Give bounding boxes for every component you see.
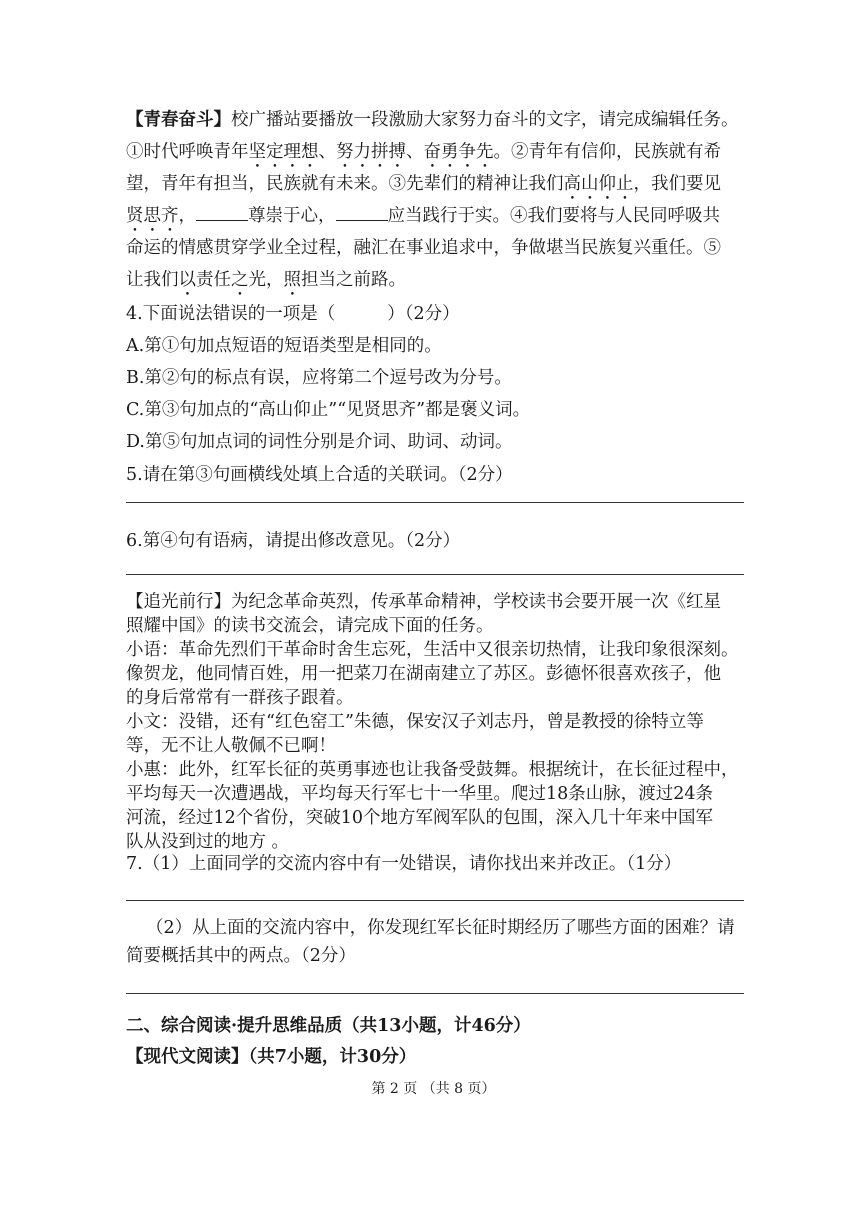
text: 让我们 <box>126 270 179 290</box>
q4-option-a: A.第①句加点短语的短语类型是相同的。 <box>126 336 442 356</box>
answer-line-q7-1[interactable] <box>126 900 744 901</box>
section-heading-qingchun: 【青春奋斗】 <box>126 110 231 130</box>
passage-line-5 <box>126 268 406 300</box>
section-3-title: 二、综合阅读·提升思维品质（共13小题，计46分） <box>126 1016 531 1036</box>
q4-option-d: D.第⑤句加点词的词性分别是介词、助词、动词。 <box>126 432 513 452</box>
dialogue-line-6: 小文：没错，还有“红色窑工”朱德，保安汉子刘志丹，曾是教授的徐特立等 <box>126 712 704 732</box>
fill-blank-1[interactable] <box>196 204 248 221</box>
q4-option-b: B.第②句的标点有误，应将第二个逗号改为分号。 <box>126 368 512 388</box>
q4-option-c: C.第③句加点的“高山仰止”“见贤思齐”都是褒义词。 <box>126 400 531 420</box>
zhuiguang-line-2: 照耀中国》的读书交流会，请完成下面的任务。 <box>126 616 494 636</box>
dialogue-line-8: 小惠：此外，红军长征的英勇事迹也让我备受鼓舞。根据统计，在长征过程中， <box>126 760 739 780</box>
section-3-subtitle: 【现代文阅读】（共7小题，计30分） <box>126 1047 417 1067</box>
dialogue-line-4: 像贺龙，他同情百姓，用一把菜刀在湖南建立了苏区。彭德怀很喜欢孩子，他 <box>126 664 721 684</box>
answer-line-q6[interactable] <box>126 574 744 575</box>
dialogue-line-5: 的身后常常有一群孩子跟着。 <box>126 688 354 708</box>
text: 、 <box>406 142 424 162</box>
intro-line <box>126 108 739 132</box>
answer-line-q7-2[interactable] <box>126 993 744 994</box>
dotted-phrase: 贤思齐 <box>126 206 179 226</box>
dialogue-line-10: 河流，经过12个省份，突破10个地方军阀军队的包围，深入几十年来中国军 <box>126 808 714 828</box>
question-6: 6.第④句有语病，请提出修改意见。（2分） <box>126 531 461 551</box>
dotted-word: 之 <box>231 270 249 290</box>
text: ）（2分） <box>387 304 460 324</box>
text: 担当之前路。 <box>301 270 406 290</box>
zhuiguang-line-1: 【追光前行】为纪念革命英烈，传承革命精神，学校读书会要开展一次《红星 <box>126 592 721 612</box>
text: 光， <box>248 270 284 290</box>
passage-line-4 <box>126 236 721 260</box>
text: ， <box>178 206 196 226</box>
page-footer: 第 2 页 （共 8 页） <box>371 1081 496 1097</box>
dotted-phrase: 努力拼搏 <box>336 142 406 162</box>
text: 4.下面说法错误的一项是（ <box>126 304 336 324</box>
dotted-phrase: 奋勇争先 <box>423 142 494 162</box>
text: 应当践行于实。④我们要将与人民同呼吸共 <box>387 206 720 226</box>
text: 命运的情感贯穿学业全过程，融汇在事业追求中，争做堪当民族复兴重任。⑤ <box>126 238 721 258</box>
dotted-word: 照 <box>283 270 301 290</box>
dotted-phrase: 高山仰止 <box>563 174 634 194</box>
passage-line-1 <box>126 140 721 172</box>
question-7-part-1: 7.（1）上面同学的交流内容中有一处错误，请你找出来并改正。（1分） <box>126 854 682 874</box>
dialogue-line-7: 等，无不让人敬佩不已啊！ <box>126 736 336 756</box>
dialogue-line-11: 队从没到过的地方 。 <box>126 832 290 852</box>
question-7-part-2a: （2）从上面的交流内容中，你发现红军长征时期经历了哪些方面的困难？请 <box>146 918 735 938</box>
text: ①时代呼唤青年 <box>126 142 249 162</box>
question-4-stem <box>126 302 460 326</box>
answer-line-q5[interactable] <box>126 502 744 503</box>
text: 责任 <box>196 270 231 290</box>
text: 。②青年有信仰，民族就有希 <box>493 142 721 162</box>
text: 尊崇于心， <box>248 206 336 226</box>
question-5: 5.请在第③句画横线处填上合适的关联词。（2分） <box>126 465 513 485</box>
text: 、 <box>318 142 336 162</box>
text: 望，青年有担当，民族就有未来。③先辈们的精神让我们 <box>126 174 564 194</box>
dialogue-line-3: 小语：革命先烈们干革命时舍生忘死，生活中又很亲切热情，让我印象很深刻。 <box>126 640 739 660</box>
fill-blank-2[interactable] <box>336 204 388 221</box>
dialogue-line-9: 平均每天一次遭遇战，平均每天行军七十一华里。爬过18条山脉，渡过24条 <box>126 784 714 804</box>
dotted-phrase: 坚定理想 <box>248 142 319 162</box>
section-intro: 校广播站要播放一段激励大家努力奋斗的文字，请完成编辑任务。 <box>231 110 739 130</box>
passage-line-2 <box>126 172 721 204</box>
passage-line-3 <box>126 204 720 236</box>
dotted-word: 以 <box>178 270 196 290</box>
text: ，我们要见 <box>633 174 721 194</box>
question-7-part-2b: 简要概括其中的两点。（2分） <box>126 946 356 966</box>
